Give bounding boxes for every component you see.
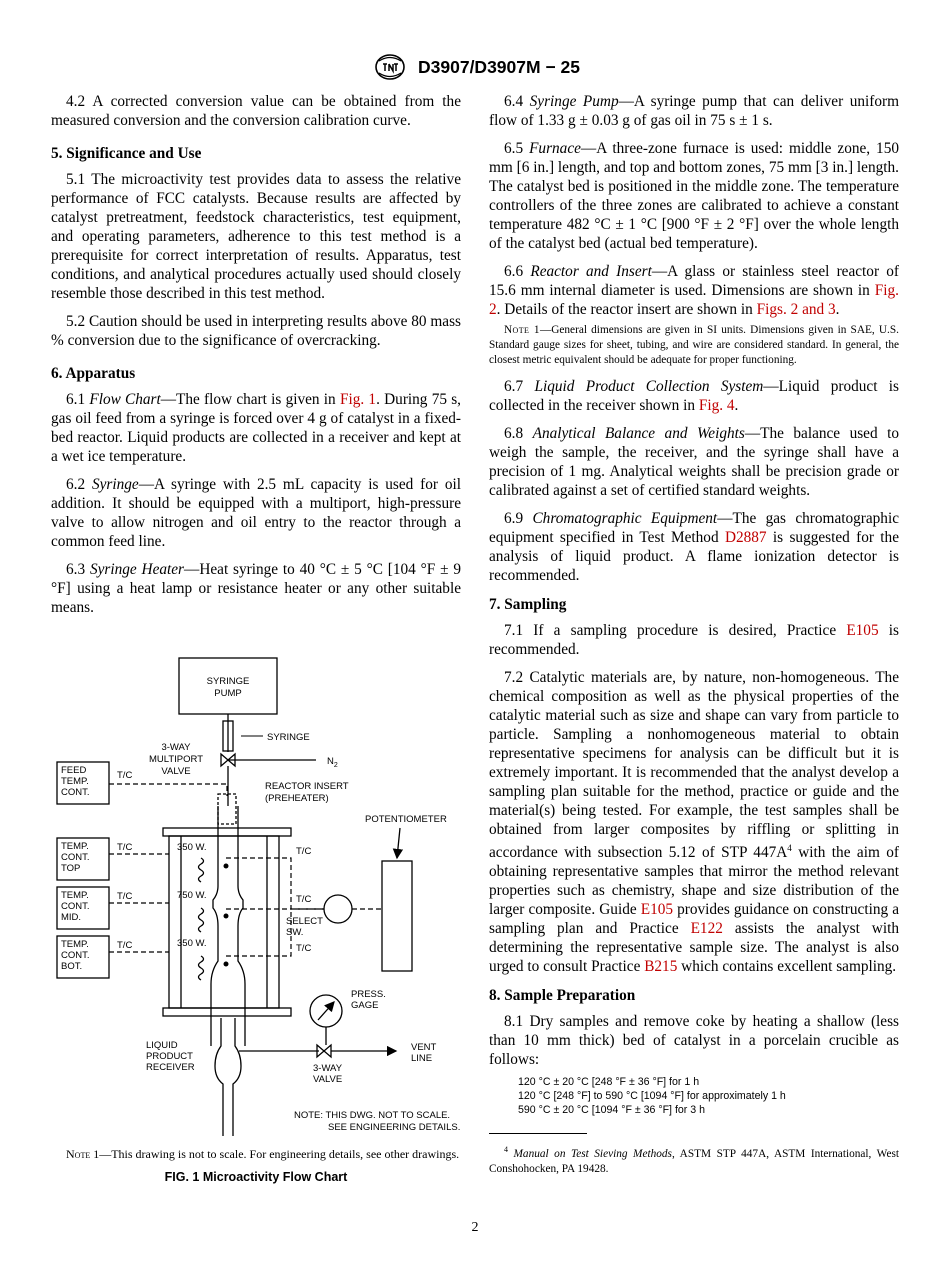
para-title: Syringe Pump xyxy=(529,93,619,110)
select-switch-label: SELECT xyxy=(286,916,323,927)
para-text: is recommended. xyxy=(489,622,900,658)
vent-line-label: LINE xyxy=(411,1053,433,1064)
para-text: —A syringe pump that can deliver uniform flow of 1.33 g ± 0.03 g of gas oil in 75 s ± 1 s. xyxy=(489,93,899,129)
feed-label: FEED xyxy=(61,765,87,776)
svg-text:3-WAYVALVE xyxy=(313,1063,343,1085)
receiver-label: RECEIVER xyxy=(146,1062,195,1073)
para-text: . Details of the reactor insert are shown in xyxy=(496,301,757,318)
para-text: —The flow chart is given in xyxy=(160,391,340,408)
flow-chart-diagram xyxy=(51,626,461,1146)
feed-label: TEMP. xyxy=(61,776,89,787)
paragraph-5-1: 5.1 The microactivity test provides data to assess the relative performance of FCC catalysts. Because results are affected by catalyst pretreatment, feedstock characteristics, test equipment, and operating parameters, adherence to this test method is a prerequisite for correct interpretation of results. Apparatus, test conditions, and analytical procedures actually used should closely resemble those described in this test method. xyxy=(51,171,461,302)
svg-text:VENTLINE xyxy=(411,1042,437,1064)
document-designation: D3907/D3907M − 25 xyxy=(418,56,580,77)
top-controller-label: TOP xyxy=(61,863,81,874)
reactor-insert-label: REACTOR INSERT xyxy=(265,781,349,792)
valve-label: MULTIPORT xyxy=(148,754,204,765)
tc-label: T/C xyxy=(296,943,312,954)
figure-caption: FIG. 1 Microactivity Flow Chart xyxy=(164,1170,348,1184)
tc-label: T/C xyxy=(296,846,312,857)
para-title: Syringe xyxy=(91,476,139,493)
svg-text:NOTE: THIS DWG. NOT TO SCALE. xyxy=(294,1110,460,1133)
receiver-label: PRODUCT xyxy=(146,1051,193,1062)
paragraph-6-1 xyxy=(51,390,461,466)
paragraph-4-2: 4.2 A corrected conversion value can be obtained from the measured conversion and the conversion calibration curve. xyxy=(51,93,461,129)
para-text: . xyxy=(835,301,840,318)
svg-text:TEMP.CONT.BOT. xyxy=(61,939,90,972)
para-text: is suggested for the analysis of liquid product. A flame ionization detector is recommended. xyxy=(489,529,899,584)
note-label: Note 1 xyxy=(66,1147,100,1161)
para-title: Liquid Product Collection System xyxy=(534,378,764,395)
para-text: which contains excellent sampling. xyxy=(677,958,897,976)
para-text: provides guidance on constructing a sampling plan and Practice xyxy=(489,901,900,938)
footnote-number: 4 xyxy=(504,1145,508,1155)
paragraph-6-2 xyxy=(51,475,461,551)
svg-text:PRESS.GAGE xyxy=(351,989,386,1011)
para-text: 7.2 Catalytic materials are, by nature, non-homogeneous. The chemical composition as well as the physical properties of the catalytic material such as size and shape can vary from particle to particle. Sampling a nonhomogeneous material to obtain representative specimens for analysis can be difficult but it is extremely important. It is recommended that the analyst develop a sampling plan suitable for the method, practice or guide and the material(s) being tested. For example, the test samples shall be obtained from larger composites by riffling or splitting in accordance with subsection 5.12 of STP 447A xyxy=(489,669,899,862)
potentiometer-box xyxy=(382,861,412,971)
note-label: Note 1 xyxy=(504,324,540,336)
mid-controller-label: MID. xyxy=(61,912,82,923)
page-number: 2 xyxy=(471,1220,479,1235)
valve-bottom-label: VALVE xyxy=(313,1074,343,1085)
svg-text:TEMP.CONT.MID. xyxy=(61,890,90,923)
note-text: —This drawing is not to scale. For engineering details, see other drawings. xyxy=(99,1147,460,1161)
figure-1-flow-chart xyxy=(51,626,461,1146)
paragraph-6-6 xyxy=(489,262,899,319)
bot-controller-label: BOT. xyxy=(61,961,83,972)
e105-link[interactable]: E105 xyxy=(640,901,674,919)
paragraph-6-8 xyxy=(489,424,899,500)
footnote-ref[interactable]: 4 xyxy=(787,843,792,853)
syringe-label: SYRINGE xyxy=(267,732,310,743)
valve-label: VALVE xyxy=(161,766,191,777)
feed-label: CONT. xyxy=(61,787,90,798)
b215-link[interactable]: B215 xyxy=(644,958,678,976)
para-number: 6.3 xyxy=(66,561,86,578)
syringe-pump-label: SYRINGE xyxy=(206,676,250,687)
bot-controller-label: TEMP. xyxy=(61,939,89,950)
schedule-step: 120 °C ± 20 °C [248 °F ± 36 °F] for 1 h xyxy=(518,1076,700,1089)
paragraph-6-7 xyxy=(489,377,899,415)
svg-text:N2 xyxy=(327,756,338,769)
schedule-step: 590 °C ± 20 °C [1094 °F ± 36 °F] for 3 h xyxy=(518,1104,705,1117)
para-text: —A syringe with 2.5 mL capacity is used for oil addition. It should be equipped with a multiport, high-pressure valve to allow nitrogen and oil entry to the reactor through a common feed line. xyxy=(51,476,461,550)
fig4-link[interactable]: Fig. 4 xyxy=(698,397,735,414)
paragraph-5-2: 5.2 Caution should be used in interpreting results above 80 mass % conversion due to the significance of overcracking. xyxy=(51,313,461,349)
para-number: 6.5 xyxy=(504,140,524,157)
note-text: —General dimensions are given in SI units. Dimensions given in SAE, U.S. Standard gauge sizes for sheet, tubing, and wire are considered standard. In general, the closest metric equivalent should be adequate for proper functioning. xyxy=(489,324,899,366)
valve-bottom-label: 3-WAY xyxy=(313,1063,343,1074)
tc-label: T/C xyxy=(117,842,133,853)
fig1-link[interactable]: Fig. 1 xyxy=(339,391,377,408)
paragraph-8-1: 8.1 Dry samples and remove coke by heating a shallow (less than 10 mm thick) bed of catalyst in a porcelain crucible as follows: xyxy=(489,1013,899,1069)
para-number: 6.4 xyxy=(504,93,524,110)
paragraph-6-4 xyxy=(489,92,899,130)
schedule-step: 120 °C [248 °F] to 590 °C [1094 °F] for approximately 1 h xyxy=(518,1090,786,1103)
footnote-title: Manual on Test Sieving Methods xyxy=(513,1147,672,1160)
d2887-link[interactable]: D2887 xyxy=(724,529,767,546)
section-8-heading: 8. Sample Preparation xyxy=(489,987,636,1005)
e122-link[interactable]: E122 xyxy=(690,920,723,938)
top-heater-watts: 350 W. xyxy=(177,842,207,853)
tc-label: T/C xyxy=(117,940,133,951)
svg-text:LIQUIDPRODUCTRECEIVER xyxy=(146,1040,195,1073)
para-number: 6.2 xyxy=(66,476,86,493)
reactor-insert-label: (PREHEATER) xyxy=(265,793,329,804)
top-controller-label: TEMP. xyxy=(61,841,89,852)
svg-text:SELECTSW. xyxy=(286,916,323,938)
para-text: —The balance used to weigh the sample, the receiver, and the syringe shall have a precision of 1 mg. Analytical weights shall be precision grade or calibrated against a set of certified standard weights. xyxy=(489,425,899,499)
left-column xyxy=(51,92,461,1187)
mid-controller-label: CONT. xyxy=(61,901,90,912)
para-text: —Heat syringe to 40 °C ± 5 °C [104 °F ± 9 °F] using a heat lamp or resistance heater or any other suitable means. xyxy=(51,561,462,616)
para-text: —The gas chromatographic equipment specified in Test Method xyxy=(489,510,899,546)
drawing-note: NOTE: THIS DWG. NOT TO SCALE. xyxy=(294,1110,451,1121)
para-number: 6.8 xyxy=(504,425,524,442)
para-number: 6.1 xyxy=(66,391,86,408)
figs-2-3-link[interactable]: Figs. 2 and 3 xyxy=(756,301,836,318)
mid-controller-label: TEMP. xyxy=(61,890,89,901)
svg-text:3-WAYMULTIPORTVALVE xyxy=(149,742,203,777)
drawing-note: SEE ENGINEERING DETAILS. xyxy=(328,1122,461,1133)
para-title: Flow Chart xyxy=(89,391,161,408)
para-number: 6.6 xyxy=(504,263,524,280)
para-text: with the aim of obtaining representative samples that mirror the method relevant properties such as chemistry, shape and size distribution of the larger composite. Guide xyxy=(489,844,899,919)
para-number: 6.9 xyxy=(504,510,524,527)
para-text: —A glass or stainless steel reactor of 15.6 mm internal diameter is used. Dimensions are shown in xyxy=(489,263,899,299)
page-header xyxy=(0,52,950,82)
vent-line-label: VENT xyxy=(411,1042,437,1053)
select-switch-label: SW. xyxy=(286,927,304,938)
tc-label: T/C xyxy=(117,770,133,781)
para-text: 7.1 If a sampling procedure is desired, Practice xyxy=(504,622,847,639)
para-text: . During 75 s, gas oil feed from a syringe is forced over 4 g of catalyst in a fixed-bed reactor. Liquid products are collected in a receiver and kept at a wet ice temperature. xyxy=(51,391,461,465)
para-title: Furnace xyxy=(529,140,581,157)
pressure-gauge-label: PRESS. xyxy=(351,989,386,1000)
fig2-link[interactable]: Fig. 2 xyxy=(489,282,899,318)
section-7-heading: 7. Sampling xyxy=(489,596,567,613)
bot-controller-label: CONT. xyxy=(61,950,90,961)
svg-text:FEEDTEMP.CONT. xyxy=(61,765,90,798)
para-number: 6.7 xyxy=(504,378,524,395)
note-1 xyxy=(489,323,899,368)
right-column xyxy=(489,92,899,1177)
receiver-label: LIQUID xyxy=(146,1040,178,1051)
section-6-heading: 6. Apparatus xyxy=(51,365,136,382)
para-title: Syringe Heater xyxy=(89,561,185,578)
para-text: assists the analyst with determining the representative sample size. The analyst is also urged to consult Practice xyxy=(489,920,899,976)
mid-heater-watts: 750 W. xyxy=(177,890,207,901)
para-title: Analytical Balance and Weights xyxy=(532,425,745,442)
e105-link[interactable]: E105 xyxy=(846,622,879,639)
n2-subscript: 2 xyxy=(333,762,338,769)
potentiometer-label: POTENTIOMETER xyxy=(365,814,447,825)
bot-heater-watts: 350 W. xyxy=(177,938,207,949)
pressure-gauge-label: GAGE xyxy=(351,1000,379,1011)
paragraph-6-5 xyxy=(489,139,899,253)
figure-note-1 xyxy=(51,1146,461,1162)
paragraph-6-9 xyxy=(489,509,899,585)
footnote-divider xyxy=(489,1133,587,1134)
para-text: —A three-zone furnace is used: middle zone, 150 mm [6 in.] length, and top and bottom zones, 75 mm [3 in.] length. The catalyst bed is positioned in the middle zone. The temperature controllers of the three zones are calibrated to achieve a constant temperature 482 °C ± 1 °C [900 °F ± 2 °F] over the whole length of the catalyst bed (actual bed temperature). xyxy=(489,140,899,252)
svg-text:REACTOR INSERT(PREHEATER) xyxy=(265,781,349,804)
n2-label: N xyxy=(327,756,334,767)
syringe-pump-label: PUMP xyxy=(214,688,242,699)
valve-label: 3-WAY xyxy=(161,742,191,753)
top-controller-label: CONT. xyxy=(61,852,90,863)
svg-text:TEMP.CONT.TOP xyxy=(61,841,90,874)
paragraph-6-3 xyxy=(51,560,461,617)
heating-schedule xyxy=(518,1075,899,1117)
para-title: Chromatographic Equipment xyxy=(532,510,718,527)
footnote-text: , ASTM STP 447A, ASTM International, West Conshohocken, PA 19428. xyxy=(489,1147,899,1175)
svg-text:SYRINGEPUMP xyxy=(207,676,250,699)
para-title: Reactor and Insert xyxy=(530,263,652,280)
astm-logo-icon xyxy=(370,52,410,82)
paragraph-7-1 xyxy=(489,621,899,659)
tc-label: T/C xyxy=(117,891,133,902)
tc-label: T/C xyxy=(296,894,312,905)
footnote-4 xyxy=(489,1142,899,1177)
section-5-heading: 5. Significance and Use xyxy=(51,145,202,162)
para-text: . xyxy=(734,397,739,414)
para-text: —Liquid product is collected in the receiver shown in xyxy=(489,378,900,414)
paragraph-7-2 xyxy=(489,668,899,976)
